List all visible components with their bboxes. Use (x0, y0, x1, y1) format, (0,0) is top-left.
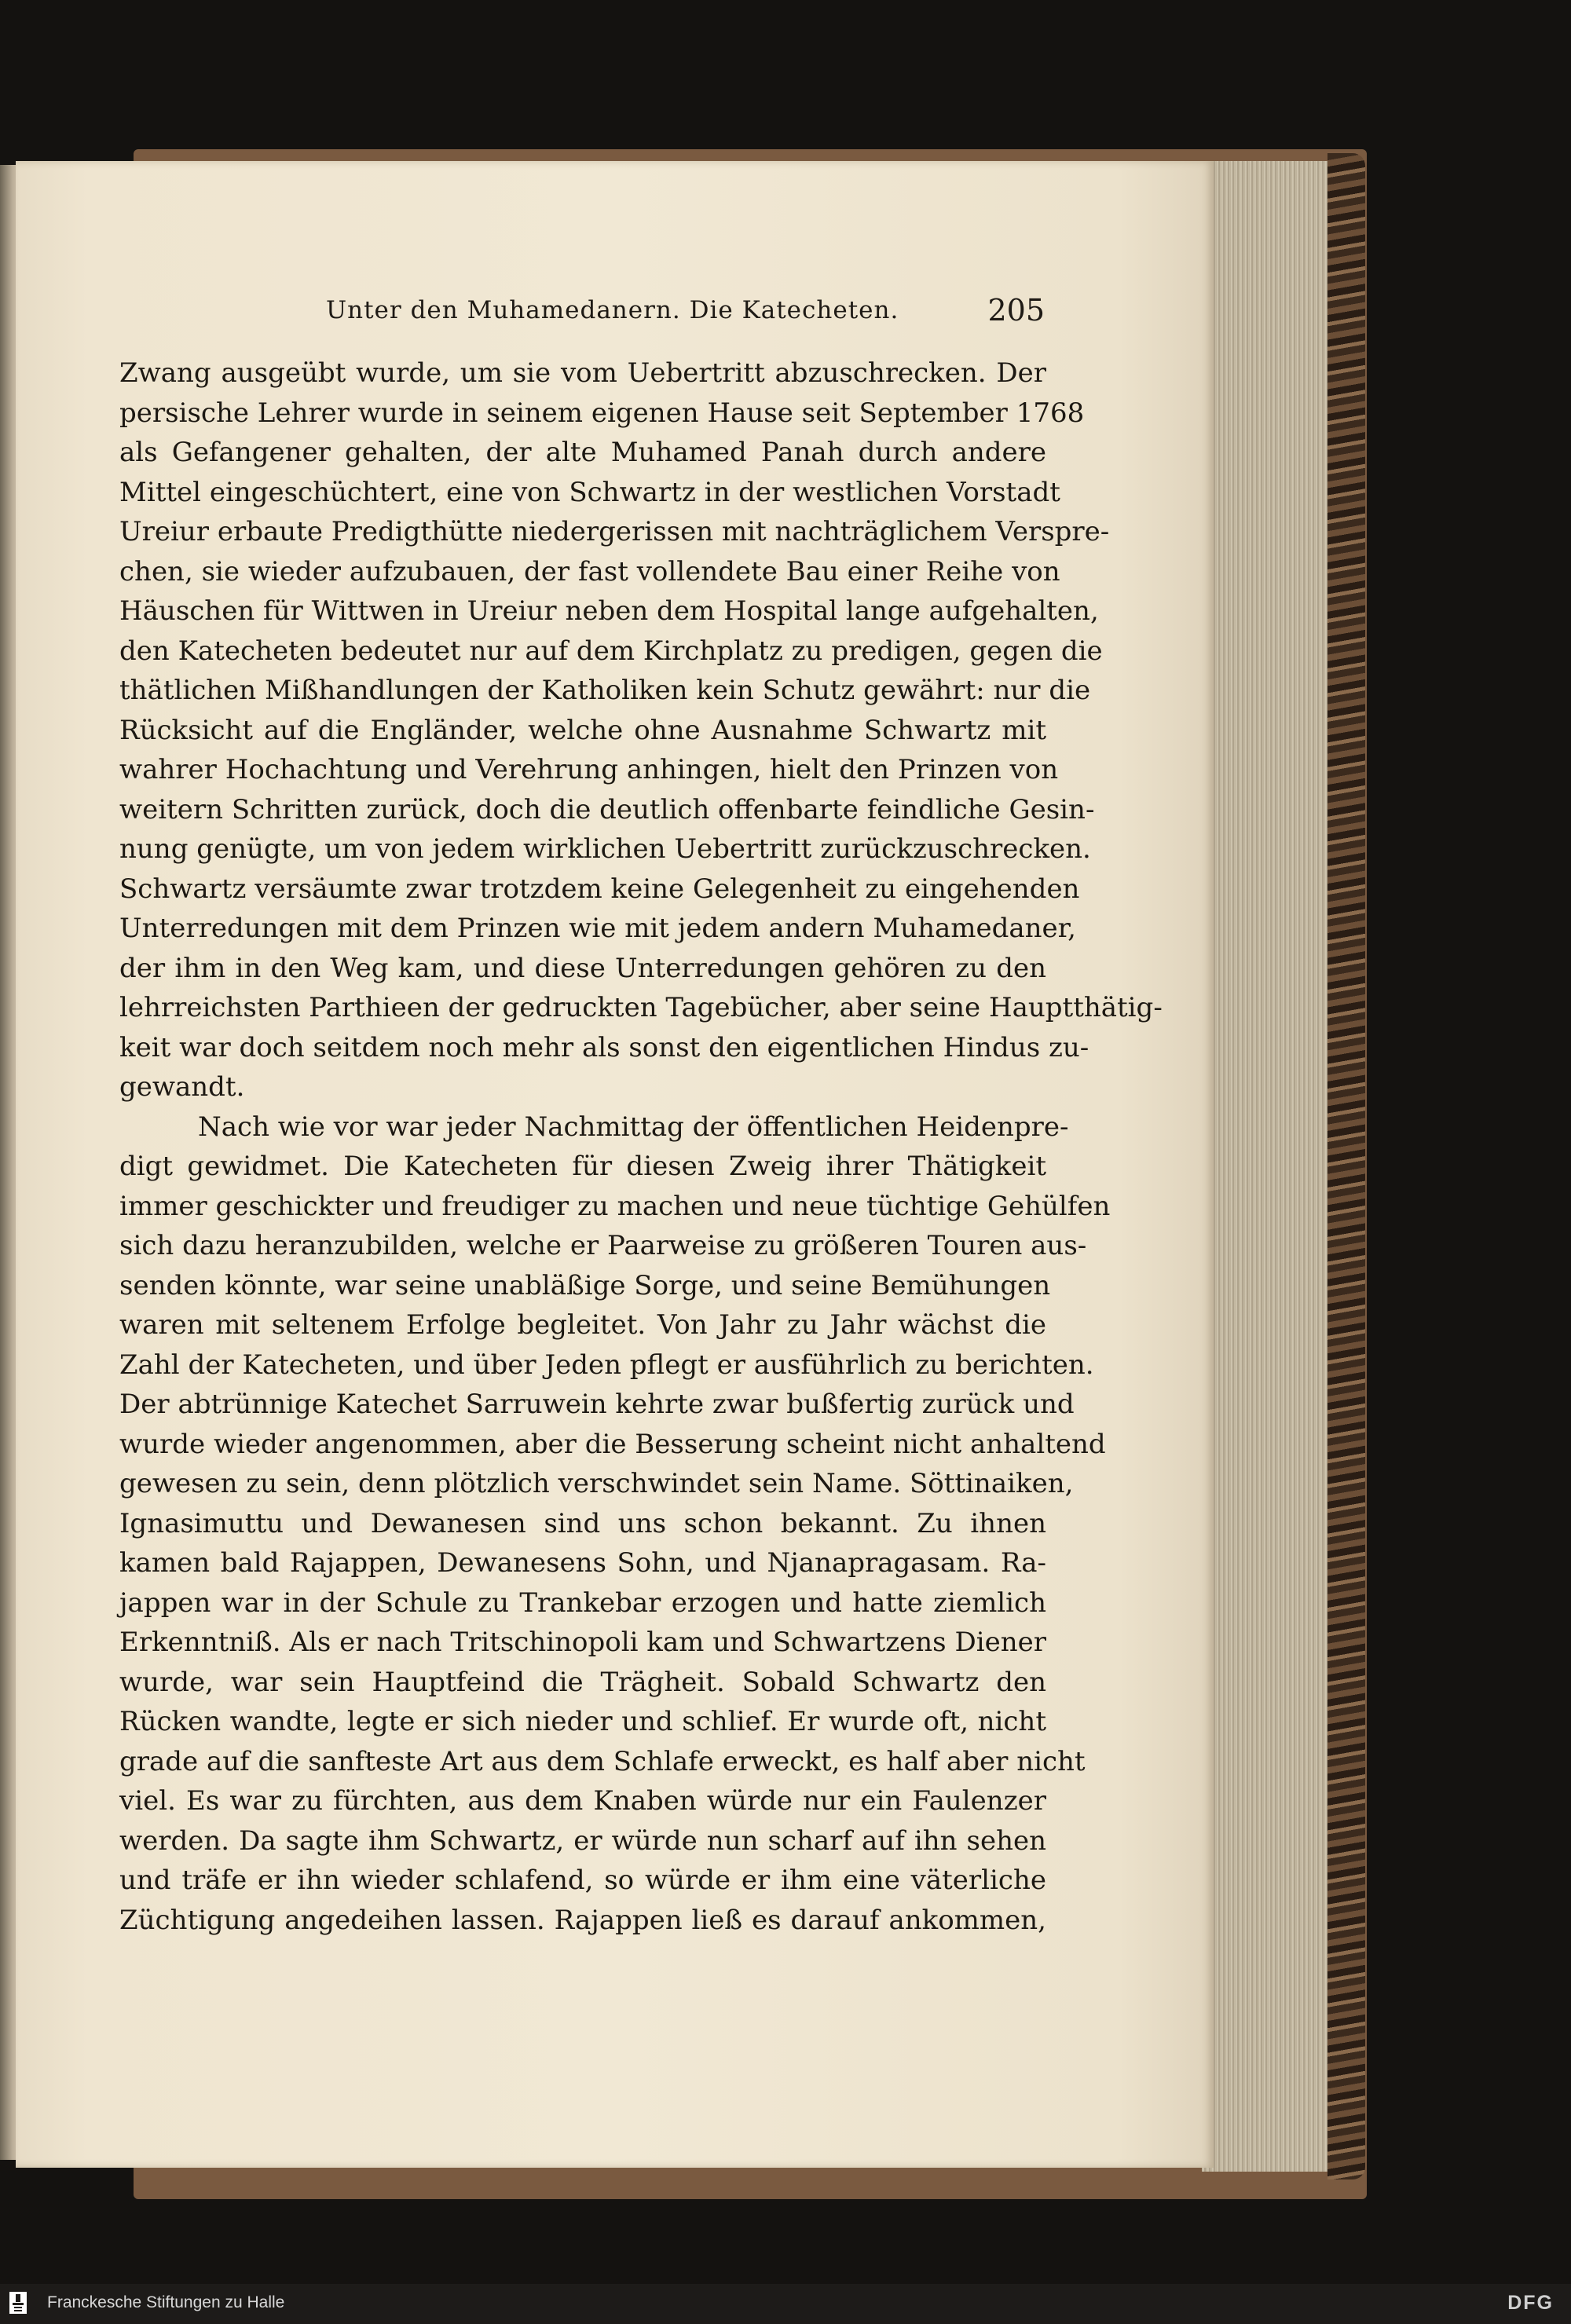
text-line: Ignasimuttu und Dewanesen sind uns schon bekannt. Zu ihnen (119, 1507, 1046, 1539)
text-line: sich dazu heranzubilden, welche er Paarweise zu größeren Touren aus- (119, 1230, 1087, 1261)
dfg-logo: DFG (1507, 2292, 1554, 2314)
institution-logo-icon (9, 2292, 27, 2314)
text-line: Ureiur erbaute Predigthütte niedergerissen mit nachträglichem Verspre- (119, 516, 1110, 547)
text-line: Häuschen für Wittwen in Ureiur neben dem Hospital lange aufgehalten, (119, 595, 1099, 627)
text-line: grade auf die sanfteste Art aus dem Schlafe erweckt, es half aber nicht (119, 1745, 1086, 1777)
text-line: thätlichen Mißhandlungen der Katholiken kein Schutz gewährt: nur die (119, 675, 1091, 706)
running-head (114, 291, 1045, 330)
text-line: Züchtigung angedeihen lassen. Rajappen ließ es darauf ankommen, (119, 1904, 1046, 1936)
body-text (119, 353, 1163, 1940)
text-line: der ihm in den Weg kam, und diese Unterredungen gehören zu den (119, 952, 1046, 984)
marbled-cover-edge (1327, 153, 1365, 2179)
paragraph-start-line: Nach wie vor war jeder Nachmittag der öffentlichen Heidenpre- (198, 1111, 1069, 1143)
text-line: persische Lehrer wurde in seinem eigenen Hause seit September 1768 (119, 397, 1085, 429)
text-line: nung genügte, um von jedem wirklichen Uebertritt zurückzuschrecken. (119, 833, 1091, 865)
text-line: Mittel eingeschüchtert, eine von Schwartz in der westlichen Vorstadt (119, 476, 1060, 508)
text-line: keit war doch seitdem noch mehr als sonst den eigentlichen Hindus zu- (119, 1031, 1089, 1063)
text-line: Zwang ausgeübt wurde, um sie vom Uebertritt abzuschrecken. Der (119, 357, 1046, 389)
text-line: digt gewidmet. Die Katecheten für diesen Zweig ihrer Thätigkeit (119, 1151, 1046, 1182)
paragraph-end-line: gewandt. (119, 1071, 245, 1103)
text-line: waren mit seltenem Erfolge begleitet. Von Jahr zu Jahr wächst die (119, 1309, 1046, 1341)
text-line: Rücken wandte, legte er sich nieder und schlief. Er wurde oft, nicht (119, 1706, 1046, 1737)
text-line: Der abtrünnige Katechet Sarruwein kehrte zwar bußfertig zurück und (119, 1389, 1075, 1420)
institution-name: Franckesche Stiftungen zu Halle (47, 2293, 285, 2311)
text-line: und träfe er ihn wieder schlafend, so würde er ihm eine väterliche (119, 1865, 1046, 1896)
text-line: Zahl der Katecheten, und über Jeden pflegt er ausführlich zu berichten. (119, 1349, 1094, 1381)
text-line: als Gefangener gehalten, der alte Muhamed Panah durch andere (119, 437, 1046, 468)
text-line: chen, sie wieder aufzubauen, der fast vollendete Bau einer Reihe von (119, 555, 1060, 587)
running-title: Unter den Muhamedanern. Die Katecheten. (326, 296, 899, 324)
text-line: jappen war in der Schule zu Trankebar erzogen und hatte ziemlich (119, 1587, 1046, 1619)
text-line: kamen bald Rajappen, Dewanesens Sohn, und Njanapragasam. Ra- (119, 1547, 1046, 1579)
text-line: Unterredungen mit dem Prinzen wie mit jedem andern Muhamedaner, (119, 913, 1076, 944)
text-line: immer geschickter und freudiger zu machen und neue tüchtige Gehülfen (119, 1190, 1111, 1222)
text-line: senden könnte, war seine unabläßige Sorge, und seine Bemühungen (119, 1269, 1051, 1301)
text-line: wurde wieder angenommen, aber die Besserung scheint nicht anhaltend (119, 1428, 1106, 1460)
text-line: werden. Da sagte ihm Schwartz, er würde nun scharf auf ihn sehen (119, 1824, 1046, 1857)
text-line: Schwartz versäumte zwar trotzdem keine Gelegenheit zu eingehenden (119, 873, 1080, 905)
text-line: gewesen zu sein, denn plötzlich verschwindet sein Name. Söttinaiken, (119, 1468, 1074, 1499)
text-line: den Katecheten bedeutet nur auf dem Kirchplatz zu predigen, gegen die (119, 635, 1103, 667)
page-number: 205 (987, 293, 1045, 328)
text-line: wurde, war sein Hauptfeind die Trägheit. Sobald Schwartz den (119, 1666, 1046, 1698)
text-line: lehrreichsten Parthieen der gedruckten Tagebücher, aber seine Hauptthätig- (119, 992, 1163, 1023)
text-line: viel. Es war zu fürchten, aus dem Knaben würde nur ein Faulenzer (119, 1785, 1046, 1817)
footer-bar (0, 2284, 1571, 2324)
text-line: Rücksicht auf die Engländer, welche ohne Ausnahme Schwartz mit (119, 714, 1046, 746)
text-line: weitern Schritten zurück, doch die deutlich offenbarte feindliche Gesin- (119, 793, 1095, 825)
text-line: Erkenntniß. Als er nach Tritschinopoli kam und Schwartzens Diener (119, 1627, 1046, 1658)
text-line: wahrer Hochachtung und Verehrung anhingen, hielt den Prinzen von (119, 754, 1059, 785)
